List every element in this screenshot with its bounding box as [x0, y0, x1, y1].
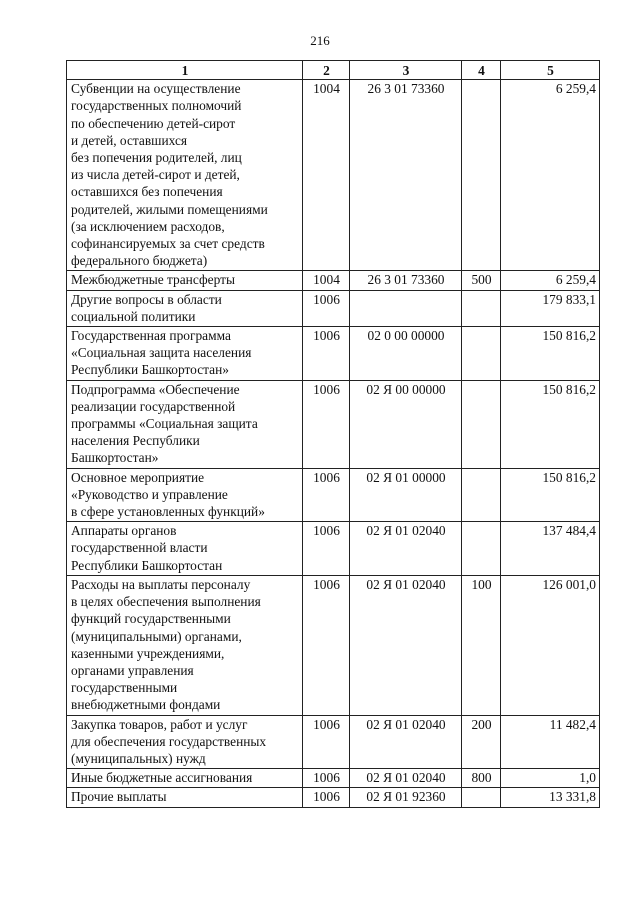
header-col-3: 3: [350, 61, 462, 80]
row-expense-type: [462, 290, 501, 326]
table-row: [67, 715, 600, 769]
row-section-code: 1006: [303, 290, 350, 326]
table-header-row: [67, 61, 600, 80]
table-row: [67, 575, 600, 715]
row-name: Межбюджетные трансферты: [67, 271, 303, 290]
row-amount: 13 331,8: [501, 788, 600, 807]
row-section-code: 1006: [303, 788, 350, 807]
row-target-code: 02 Я 01 02040: [350, 522, 462, 576]
row-section-code: 1006: [303, 380, 350, 468]
table-row: [67, 290, 600, 326]
table-row: [67, 271, 600, 290]
row-amount: 126 001,0: [501, 575, 600, 715]
row-expense-type: [462, 468, 501, 522]
table-row: [67, 80, 600, 271]
row-amount: 11 482,4: [501, 715, 600, 769]
row-expense-type: [462, 327, 501, 381]
row-amount: 137 484,4: [501, 522, 600, 576]
budget-table: [66, 60, 600, 808]
row-expense-type: 100: [462, 575, 501, 715]
row-target-code: 02 Я 01 92360: [350, 788, 462, 807]
row-expense-type: 800: [462, 769, 501, 788]
row-target-code: 02 Я 01 00000: [350, 468, 462, 522]
row-amount: 150 816,2: [501, 327, 600, 381]
row-amount: 6 259,4: [501, 271, 600, 290]
row-target-code: 02 Я 00 00000: [350, 380, 462, 468]
row-expense-type: 500: [462, 271, 501, 290]
row-section-code: 1006: [303, 468, 350, 522]
row-amount: 150 816,2: [501, 380, 600, 468]
table-row: [67, 769, 600, 788]
table-row: [67, 327, 600, 381]
row-target-code: 26 3 01 73360: [350, 271, 462, 290]
row-section-code: 1006: [303, 327, 350, 381]
row-name: Основное мероприятие «Руководство и управление в сфере установленных функций»: [67, 468, 303, 522]
row-name: Государственная программа «Социальная защита населения Республики Башкортостан»: [67, 327, 303, 381]
row-name: Субвенции на осуществление государственных полномочий по обеспечению детей-сирот и детей, оставшихся без попечения родителей, лиц из числа детей-сирот и детей, оставшихся без попечения родителей, жилыми помещениями (за исключением расходов, софинансируемых за счет средств федерального бюджета): [67, 80, 303, 271]
row-name: Аппараты органов государственной власти Республики Башкортостан: [67, 522, 303, 576]
row-name: Расходы на выплаты персоналу в целях обеспечения выполнения функций государственными (муниципальными) органами, казенными учреждениями, органами управления государственными внебюджетными фондами: [67, 575, 303, 715]
row-section-code: 1006: [303, 715, 350, 769]
table-row: [67, 380, 600, 468]
row-expense-type: [462, 788, 501, 807]
row-expense-type: [462, 522, 501, 576]
row-target-code: 02 Я 01 02040: [350, 769, 462, 788]
row-target-code: 26 3 01 73360: [350, 80, 462, 271]
row-section-code: 1006: [303, 769, 350, 788]
row-amount: 1,0: [501, 769, 600, 788]
table-row: [67, 522, 600, 576]
row-expense-type: [462, 380, 501, 468]
row-target-code: 02 Я 01 02040: [350, 575, 462, 715]
row-name: Другие вопросы в области социальной политики: [67, 290, 303, 326]
row-name: Иные бюджетные ассигнования: [67, 769, 303, 788]
table-row: [67, 788, 600, 807]
row-target-code: 02 0 00 00000: [350, 327, 462, 381]
page-number: 216: [310, 33, 330, 48]
row-target-code: [350, 290, 462, 326]
header-col-5: 5: [501, 61, 600, 80]
row-section-code: 1006: [303, 575, 350, 715]
row-section-code: 1004: [303, 80, 350, 271]
row-target-code: 02 Я 01 02040: [350, 715, 462, 769]
row-name: Подпрограмма «Обеспечение реализации государственной программы «Социальная защита населения Республики Башкортостан»: [67, 380, 303, 468]
row-expense-type: [462, 80, 501, 271]
row-name: Прочие выплаты: [67, 788, 303, 807]
row-amount: 6 259,4: [501, 80, 600, 271]
header-col-2: 2: [303, 61, 350, 80]
table-row: [67, 468, 600, 522]
row-amount: 179 833,1: [501, 290, 600, 326]
header-col-1: 1: [67, 61, 303, 80]
row-expense-type: 200: [462, 715, 501, 769]
row-section-code: 1004: [303, 271, 350, 290]
row-amount: 150 816,2: [501, 468, 600, 522]
row-section-code: 1006: [303, 522, 350, 576]
row-name: Закупка товаров, работ и услуг для обеспечения государственных (муниципальных) нужд: [67, 715, 303, 769]
header-col-4: 4: [462, 61, 501, 80]
